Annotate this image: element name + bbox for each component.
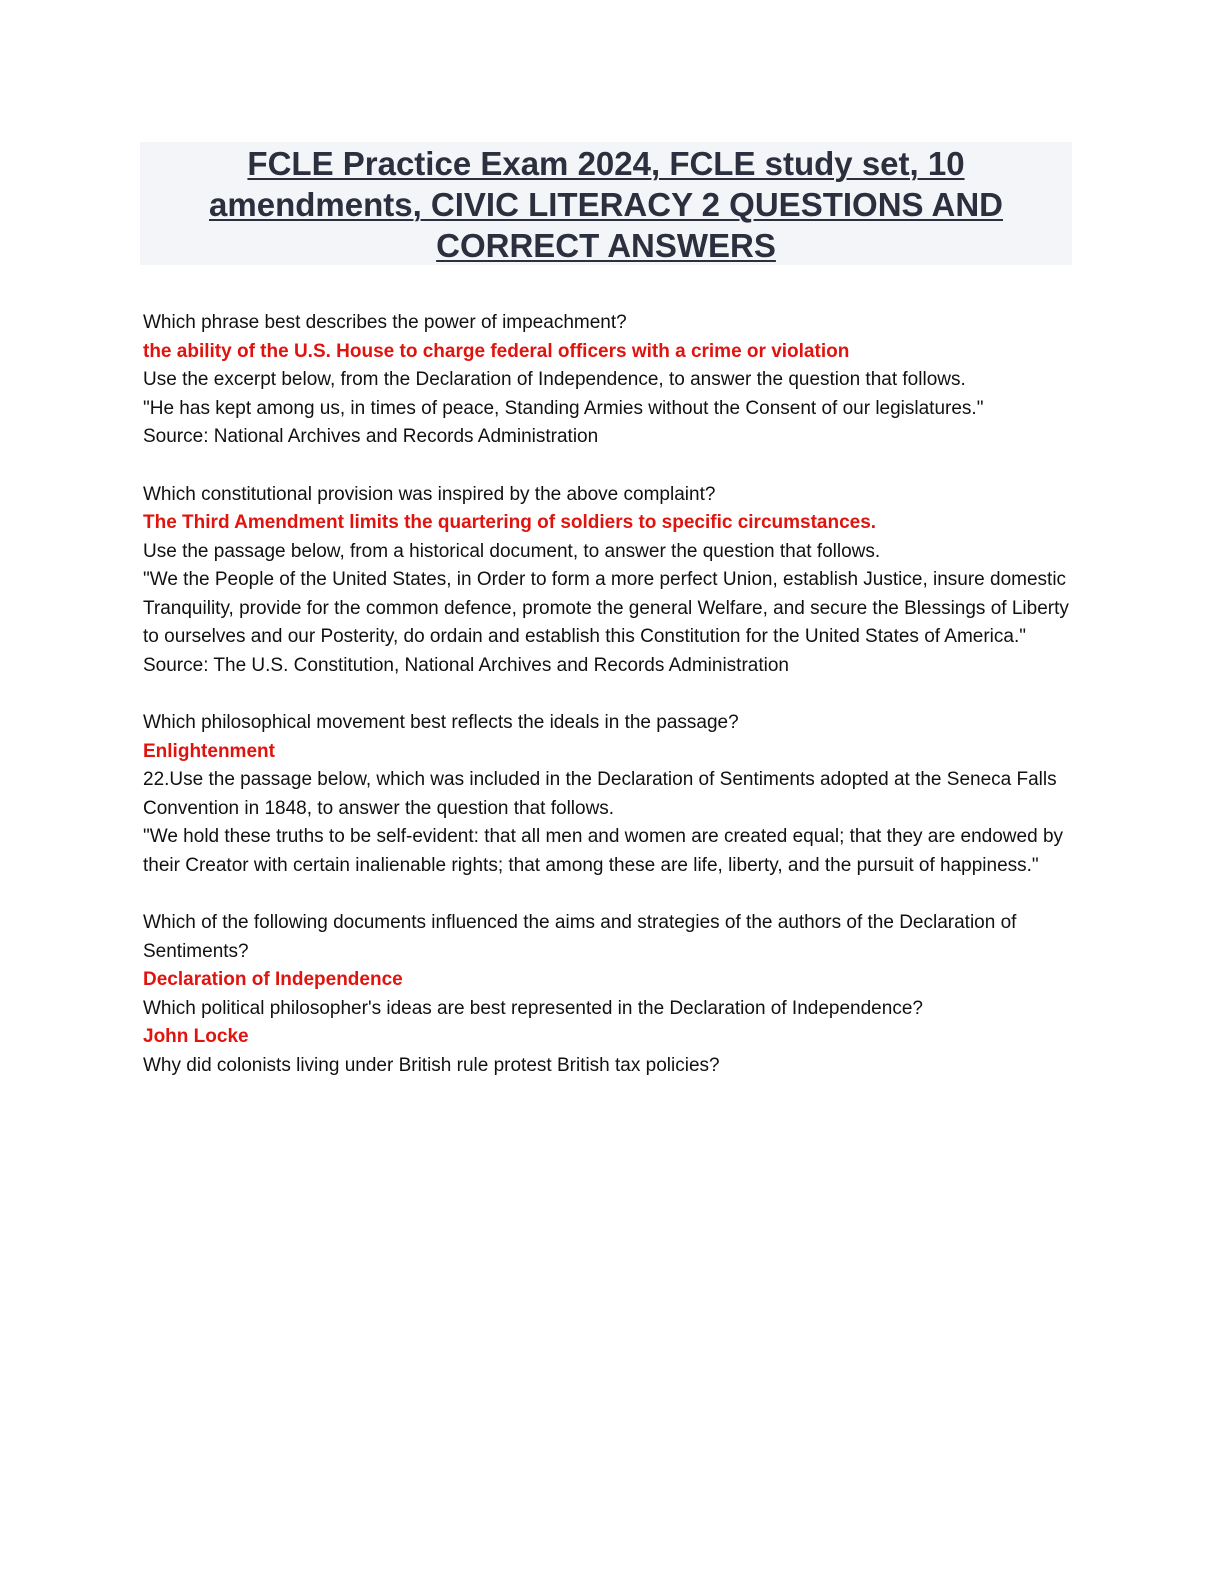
question-text: Which phrase best describes the power of impeachment? (143, 312, 627, 333)
quote-text: "We hold these truths to be self-evident: that all men and women are created equal; that they are endowed by their Creator with certain inalienable rights; that among these are life, liberty, and the pursuit of happiness." (143, 826, 1064, 876)
question-text: Which philosophical movement best reflects the ideals in the passage? (143, 712, 739, 733)
answer-text: Enlightenment (143, 740, 275, 762)
answer-text: The Third Amendment limits the quartering of soldiers to specific circumstances. (143, 512, 877, 533)
answer-text: Declaration of Independence (143, 969, 403, 990)
question-text: Which of the following documents influenced the aims and strategies of the authors of the Declaration of Sentiments? (143, 912, 1017, 962)
answer-text: John Locke (143, 1026, 249, 1047)
quote-text: "He has kept among us, in times of peace, Standing Armies without the Consent of our legislatures." (143, 397, 984, 419)
quote-text: "We the People of the United States, in Order to form a more perfect Union, establish Justice, insure domestic Tranquility, provide for the common defence, promote the general Welfare, and secure the Blessings of Liberty to ourselves and our Posterity, do ordain and establish this Constitution for the United States of America." (143, 569, 1069, 647)
answer-text: the ability of the U.S. House to charge federal officers with a crime or violation (143, 340, 850, 362)
document-body (143, 309, 1078, 1080)
quote-block (143, 823, 1078, 880)
quote-source: Source: National Archives and Records Administration (143, 426, 599, 447)
question-text: Which political philosopher's ideas are best represented in the Declaration of Independence? (143, 997, 923, 1019)
document-title: FCLE Practice Exam 2024, FCLE study set, 10 amendments, CIVIC LITERACY 2 QUESTIONS AND CORRECT ANSWERS (209, 145, 1003, 264)
question-intro: Use the passage below, from a historical document, to answer the question that follows. (143, 540, 881, 562)
title-banner (140, 142, 1072, 265)
question-intro: Use the excerpt below, from the Declaration of Independence, to answer the question that follows. (143, 369, 966, 390)
question-intro: 22.Use the passage below, which was included in the Declaration of Sentiments adopted at the Seneca Falls Convention in 1848, to answer the question that follows. (143, 769, 1057, 819)
quote-block (143, 566, 1078, 680)
quote-source: Source: The U.S. Constitution, National Archives and Records Administration (143, 654, 789, 676)
quote-block (143, 395, 1078, 452)
question-text: Which constitutional provision was inspired by the above complaint? (143, 483, 716, 505)
question-text: Why did colonists living under British rule protest British tax policies? (143, 1054, 720, 1076)
